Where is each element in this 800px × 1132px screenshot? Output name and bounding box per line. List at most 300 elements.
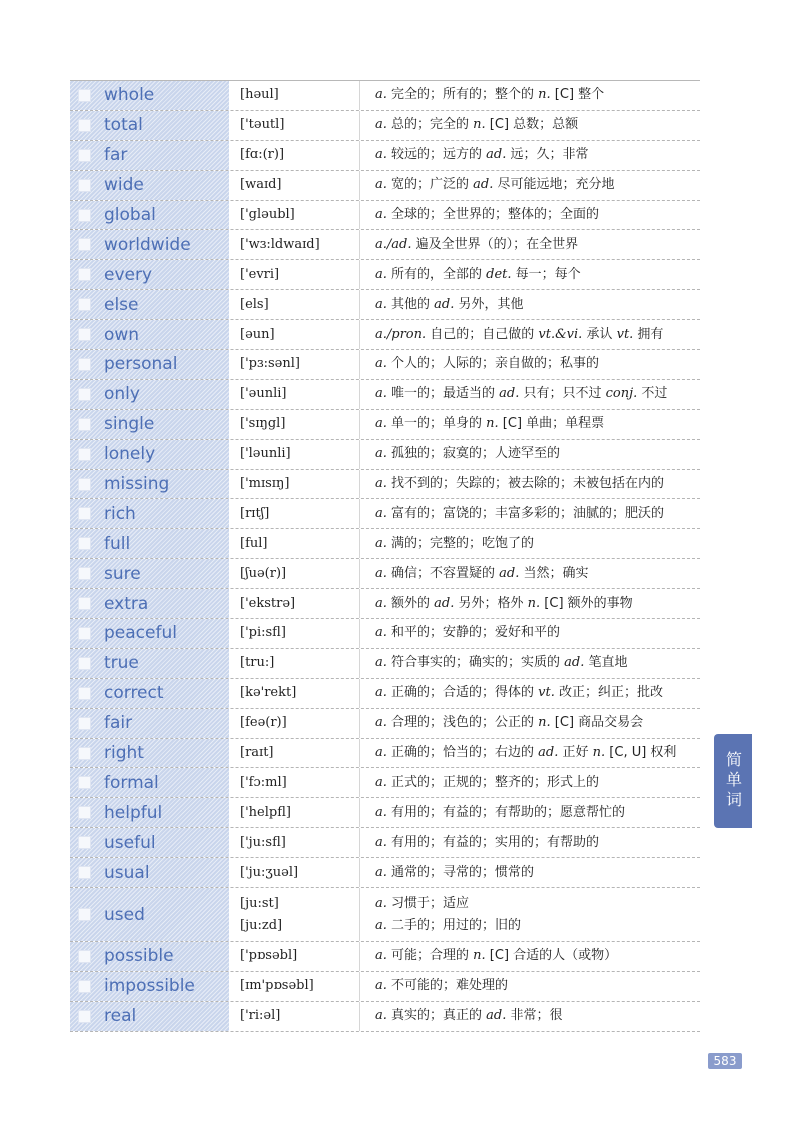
word-cell [70, 230, 230, 259]
checkbox-icon[interactable] [78, 537, 91, 550]
definition-text: 拥有 [633, 326, 664, 342]
vocab-row [70, 320, 700, 350]
phonetic-cell [230, 201, 360, 230]
definition-line [375, 503, 700, 525]
definition-text: 每一；每个 [511, 266, 581, 282]
definition-text: 正式的；正规的；整齐的；形式上的 [386, 774, 600, 790]
definition-text: [C] 额外的事物 [540, 595, 633, 611]
phonetic-cell [230, 529, 360, 558]
phonetic-text: [waɪd] [240, 177, 282, 193]
phonetic-text: ['gləubl] [240, 207, 295, 222]
definition-text: 通常的；寻常的；惯常的 [386, 864, 535, 880]
definition-text: 真实的；真正的 [386, 1008, 487, 1024]
definition-cell [360, 768, 700, 797]
phonetic-text: ['ju:sfl] [240, 834, 286, 850]
word-text: only [104, 384, 140, 405]
vocabulary-table [70, 80, 700, 1032]
checkbox-icon[interactable] [78, 89, 91, 102]
part-of-speech: ad. [499, 386, 520, 402]
definition-line [375, 234, 700, 256]
part-of-speech: ad. [564, 655, 585, 671]
definition-line [375, 84, 700, 106]
definition-text: [C] 整个 [550, 87, 605, 103]
phonetic-text: [fɑ:(r)] [240, 147, 285, 163]
definition-text: 可能；合理的 [386, 948, 474, 964]
word-text: else [104, 294, 139, 315]
vocab-row [70, 499, 700, 529]
part-of-speech: ad. [486, 1008, 507, 1024]
vocab-row [70, 679, 700, 709]
definition-cell [360, 111, 700, 140]
definition-text: 合理的；浅色的；公正的 [386, 715, 539, 731]
definition-cell [360, 739, 700, 768]
phonetic-text: ['ekstrə] [240, 595, 296, 611]
word-text: whole [104, 85, 155, 106]
definition-line [375, 742, 700, 764]
definition-cell [360, 1002, 700, 1031]
word-cell [70, 201, 230, 230]
part-of-speech: vt. [616, 326, 634, 342]
checkbox-icon[interactable] [78, 1010, 91, 1023]
word-text: useful [104, 832, 156, 853]
vocab-row [70, 972, 700, 1002]
word-text: global [104, 205, 156, 225]
phonetic-cell [230, 380, 360, 409]
phonetic-text: ['pɜ:sənl] [240, 356, 300, 372]
definition-line [375, 945, 700, 967]
word-cell [70, 858, 230, 887]
phonetic-cell [230, 230, 360, 259]
checkbox-icon[interactable] [78, 298, 91, 311]
checkbox-icon[interactable] [78, 980, 91, 993]
part-of-speech: a. [375, 476, 387, 492]
phonetic-cell [230, 499, 360, 528]
phonetic-text: [feə(r)] [240, 715, 287, 731]
definition-line [375, 443, 700, 465]
phonetic-cell [230, 320, 360, 349]
word-cell [70, 589, 230, 618]
definition-line [375, 862, 700, 884]
checkbox-icon[interactable] [78, 806, 91, 819]
definition-cell [360, 888, 700, 941]
part-of-speech: a. [375, 535, 387, 551]
phonetic-cell [230, 942, 360, 971]
part-of-speech: a./ad. [375, 236, 412, 252]
part-of-speech: a./pron. [375, 326, 427, 342]
definition-line [375, 1005, 700, 1027]
part-of-speech: ad. [434, 595, 455, 611]
word-cell [70, 111, 230, 140]
checkbox-icon[interactable] [78, 747, 91, 760]
phonetic-cell [230, 679, 360, 708]
checkbox-icon[interactable] [78, 268, 91, 281]
phonetic-text: ['fɔ:ml] [240, 774, 287, 790]
word-text: personal [104, 354, 178, 375]
definition-cell [360, 171, 700, 200]
part-of-speech: a. [375, 386, 387, 402]
vocab-row [70, 858, 700, 888]
page-number: 583 [708, 1053, 742, 1069]
word-text: far [104, 145, 128, 166]
phonetic-cell [230, 739, 360, 768]
vocab-row [70, 942, 700, 972]
part-of-speech: a. [375, 1008, 387, 1024]
checkbox-icon[interactable] [78, 567, 91, 580]
definition-text: 确信；不容置疑的 [386, 565, 500, 581]
definition-text: 有用的；有益的；有帮助的；愿意帮忙的 [386, 804, 626, 820]
part-of-speech: a. [375, 356, 387, 372]
phonetic-cell [230, 589, 360, 618]
phonetic-text: ['təutl] [240, 117, 285, 133]
phonetic-cell [230, 260, 360, 289]
definition-text: [C] 商品交易会 [550, 715, 644, 731]
word-cell [70, 828, 230, 857]
word-text: worldwide [104, 234, 191, 255]
definition-text: 自己的；自己做的 [426, 326, 539, 342]
definition-cell [360, 858, 700, 887]
checkbox-icon[interactable] [78, 478, 91, 491]
word-cell [70, 709, 230, 738]
definition-line [375, 533, 700, 555]
phonetic-cell [230, 619, 360, 648]
phonetic-text: [ɪm'pɒsəbl] [240, 978, 314, 994]
checkbox-icon[interactable] [78, 717, 91, 730]
checkbox-icon[interactable] [78, 687, 91, 700]
definition-line [375, 622, 700, 644]
part-of-speech: a. [375, 917, 387, 933]
definition-text: 当然；确实 [519, 565, 589, 581]
phonetic-cell [230, 81, 360, 110]
phonetic-text: [kə'rekt] [240, 685, 297, 701]
checkbox-icon[interactable] [78, 627, 91, 640]
definition-cell [360, 619, 700, 648]
word-cell [70, 81, 230, 110]
word-cell [70, 470, 230, 499]
definition-text: 单一的；单身的 [386, 416, 487, 432]
phonetic-text: [rɪtʃ] [240, 505, 270, 521]
definition-text: [C] 总数；总额 [485, 117, 579, 133]
vocab-row [70, 111, 700, 141]
definition-cell [360, 380, 700, 409]
vocab-row [70, 141, 700, 171]
vocab-row [70, 589, 700, 619]
phonetic-text: [ju:st] [240, 895, 279, 911]
word-text: full [104, 533, 131, 554]
word-cell [70, 529, 230, 558]
definition-cell [360, 470, 700, 499]
checkbox-icon[interactable] [78, 507, 91, 520]
definition-text: 孤独的；寂寞的；人迹罕至的 [386, 446, 561, 462]
definition-cell [360, 559, 700, 588]
vocab-row [70, 768, 700, 798]
part-of-speech: a. [375, 978, 387, 994]
definition-line [375, 383, 700, 405]
definition-text: 正确的；合适的；得体的 [386, 685, 539, 701]
definition-text: [C] 合适的人（或物） [485, 948, 618, 964]
vocab-row [70, 260, 700, 290]
word-cell [70, 649, 230, 678]
definition-text: 习惯于；适应 [386, 895, 470, 911]
phonetic-text: ['wɜ:ldwaɪd] [240, 236, 320, 252]
checkbox-icon[interactable] [78, 328, 91, 341]
definition-text: 所有的，全部的 [386, 266, 487, 282]
phonetic-text: ['ju:ʒuəl] [240, 864, 299, 880]
word-text: used [104, 904, 145, 925]
definition-text: 改正；纠正；批改 [554, 685, 663, 701]
part-of-speech: a. [375, 446, 387, 462]
phonetic-cell [230, 798, 360, 827]
phonetic-cell [230, 111, 360, 140]
part-of-speech: a. [375, 117, 387, 133]
part-of-speech: a. [375, 685, 387, 701]
vocab-row [70, 410, 700, 440]
definition-text: 满的；完整的；吃饱了的 [386, 535, 535, 551]
checkbox-icon[interactable] [78, 209, 91, 222]
phonetic-cell [230, 858, 360, 887]
word-cell [70, 768, 230, 797]
checkbox-icon[interactable] [78, 657, 91, 670]
definition-line [375, 682, 700, 704]
part-of-speech: a. [375, 266, 387, 282]
word-text: helpful [104, 802, 163, 823]
phonetic-cell [230, 649, 360, 678]
word-cell [70, 559, 230, 588]
definition-line [375, 712, 700, 734]
part-of-speech: a. [375, 565, 387, 581]
definition-text: 总的；完全的 [386, 117, 474, 133]
definition-line [375, 324, 700, 346]
definition-cell [360, 709, 700, 738]
definition-line [375, 975, 700, 997]
word-text: right [104, 743, 144, 764]
word-text: real [104, 1006, 137, 1027]
word-text: formal [104, 772, 159, 793]
checkbox-icon[interactable] [78, 418, 91, 431]
definition-text: 唯一的；最适当的 [386, 386, 500, 402]
definition-cell [360, 529, 700, 558]
definition-cell [360, 320, 700, 349]
part-of-speech: n. [538, 715, 551, 731]
definition-cell [360, 828, 700, 857]
part-of-speech: n. [592, 745, 606, 761]
definition-text: 非常；很 [506, 1008, 563, 1024]
definition-line [375, 144, 700, 166]
definition-line [375, 893, 700, 915]
definition-text: 额外的 [386, 595, 435, 611]
phonetic-cell [230, 171, 360, 200]
vocab-row [70, 828, 700, 858]
vocab-row [70, 529, 700, 559]
definition-text: 不可能的；难处理的 [386, 978, 509, 994]
part-of-speech: a. [375, 505, 387, 521]
phonetic-text: [həul] [240, 87, 279, 103]
checkbox-icon[interactable] [78, 119, 91, 132]
phonetic-text: ['helpfl] [240, 804, 291, 820]
phonetic-cell [230, 888, 360, 941]
phonetic-text: ['əunli] [240, 386, 287, 402]
phonetic-text: [raɪt] [240, 745, 274, 761]
definition-cell [360, 260, 700, 289]
definition-cell [360, 141, 700, 170]
word-text: sure [104, 563, 141, 584]
part-of-speech: det. [486, 266, 512, 282]
word-cell [70, 141, 230, 170]
phonetic-text: [tru:] [240, 655, 275, 671]
vocab-row [70, 739, 700, 769]
word-text: true [104, 653, 139, 674]
definition-text: 笔直地 [584, 655, 628, 671]
phonetic-cell [230, 559, 360, 588]
part-of-speech: a. [375, 834, 387, 850]
definition-text: 远；久；非常 [506, 147, 589, 163]
definition-line [375, 473, 700, 495]
definition-cell [360, 201, 700, 230]
vocab-row [70, 798, 700, 828]
part-of-speech: ad. [473, 177, 494, 193]
definition-text: [C, U] 权利 [605, 745, 677, 761]
vocab-row [70, 470, 700, 500]
phonetic-cell [230, 828, 360, 857]
phonetic-cell [230, 1002, 360, 1031]
phonetic-text: ['pɒsəbl] [240, 948, 298, 964]
word-text: impossible [104, 976, 195, 997]
part-of-speech: vt.&vi. [538, 326, 583, 342]
definition-line [375, 264, 700, 286]
word-cell [70, 888, 230, 941]
definition-cell [360, 440, 700, 469]
word-text: fair [104, 713, 133, 734]
word-cell [70, 380, 230, 409]
part-of-speech: a. [375, 948, 387, 964]
part-of-speech: n. [538, 87, 551, 103]
phonetic-cell [230, 350, 360, 379]
checkbox-icon[interactable] [78, 836, 91, 849]
phonetic-text: [els] [240, 296, 269, 312]
definition-line [375, 652, 700, 674]
checkbox-icon[interactable] [78, 950, 91, 963]
definition-text: 全球的；全世界的；整体的；全面的 [386, 207, 600, 222]
definition-line [375, 413, 700, 435]
word-cell [70, 499, 230, 528]
vocab-row [70, 350, 700, 380]
word-cell [70, 942, 230, 971]
definition-cell [360, 350, 700, 379]
checkbox-icon[interactable] [78, 448, 91, 461]
word-text: total [104, 115, 143, 136]
vocab-row [70, 709, 700, 739]
phonetic-cell [230, 141, 360, 170]
definition-text: 个人的；人际的；亲自做的；私事的 [386, 356, 600, 372]
side-tab-label: 简单词 [723, 751, 743, 811]
part-of-speech: a. [375, 895, 387, 911]
definition-text: 不过 [637, 386, 668, 402]
vocab-row [70, 1002, 700, 1032]
checkbox-icon[interactable] [78, 149, 91, 162]
definition-text: 符合事实的；确实的；实质的 [386, 655, 565, 671]
checkbox-icon[interactable] [78, 388, 91, 401]
part-of-speech: a. [375, 745, 387, 761]
definition-text: 另外，其他 [454, 296, 524, 312]
word-cell [70, 290, 230, 319]
part-of-speech: a. [375, 655, 387, 671]
word-cell [70, 410, 230, 439]
definition-cell [360, 230, 700, 259]
part-of-speech: a. [375, 864, 387, 880]
word-text: own [104, 324, 140, 345]
phonetic-text: [ful] [240, 535, 268, 551]
definition-line [375, 563, 700, 585]
checkbox-icon[interactable] [78, 776, 91, 789]
part-of-speech: a. [375, 207, 387, 222]
part-of-speech: a. [375, 595, 387, 611]
word-cell [70, 798, 230, 827]
vocab-row [70, 888, 700, 942]
phonetic-text: [ʃuə(r)] [240, 565, 287, 581]
word-text: single [104, 414, 155, 435]
word-cell [70, 679, 230, 708]
checkbox-icon[interactable] [78, 866, 91, 879]
checkbox-icon[interactable] [78, 908, 91, 921]
definition-cell [360, 649, 700, 678]
checkbox-icon[interactable] [78, 179, 91, 192]
definition-text: 遍及全世界（的）；在全世界 [411, 236, 579, 252]
definition-line [375, 802, 700, 824]
vocab-row [70, 201, 700, 231]
word-text: peaceful [104, 623, 177, 644]
definition-text: 其他的 [386, 296, 435, 312]
word-text: missing [104, 474, 170, 495]
part-of-speech: n. [473, 948, 486, 964]
definition-text: 尽可能远地；充分地 [493, 177, 615, 193]
part-of-speech: conj. [605, 386, 638, 402]
vocab-row [70, 171, 700, 201]
definition-text: 富有的；富饶的；丰富多彩的；油腻的；肥沃的 [386, 505, 665, 521]
definition-text: 宽的；广泛的 [386, 177, 474, 193]
vocab-row [70, 649, 700, 679]
phonetic-text: ['pi:sfl] [240, 625, 286, 641]
phonetic-cell [230, 709, 360, 738]
definition-text: 只有；只不过 [519, 386, 606, 402]
checkbox-icon[interactable] [78, 238, 91, 251]
part-of-speech: n. [473, 117, 486, 133]
checkbox-icon[interactable] [78, 358, 91, 371]
word-cell [70, 171, 230, 200]
checkbox-icon[interactable] [78, 597, 91, 610]
definition-cell [360, 589, 700, 618]
vocab-row [70, 440, 700, 470]
definition-line [375, 204, 700, 226]
vocab-row [70, 81, 700, 111]
definition-line [375, 174, 700, 196]
word-text: every [104, 264, 153, 285]
definition-text: 找不到的；失踪的；被去除的；未被包括在内的 [386, 476, 665, 492]
phonetic-cell [230, 440, 360, 469]
word-text: extra [104, 593, 149, 614]
part-of-speech: a. [375, 147, 387, 163]
phonetic-cell [230, 290, 360, 319]
part-of-speech: a. [375, 416, 387, 432]
definition-text: 和平的；安静的；爱好和平的 [386, 625, 561, 641]
definition-cell [360, 798, 700, 827]
part-of-speech: a. [375, 625, 387, 641]
phonetic-cell [230, 410, 360, 439]
part-of-speech: a. [375, 804, 387, 820]
word-cell [70, 972, 230, 1001]
definition-line [375, 294, 700, 316]
definition-text: 另外；格外 [454, 595, 528, 611]
definition-cell [360, 942, 700, 971]
part-of-speech: ad. [434, 296, 455, 312]
